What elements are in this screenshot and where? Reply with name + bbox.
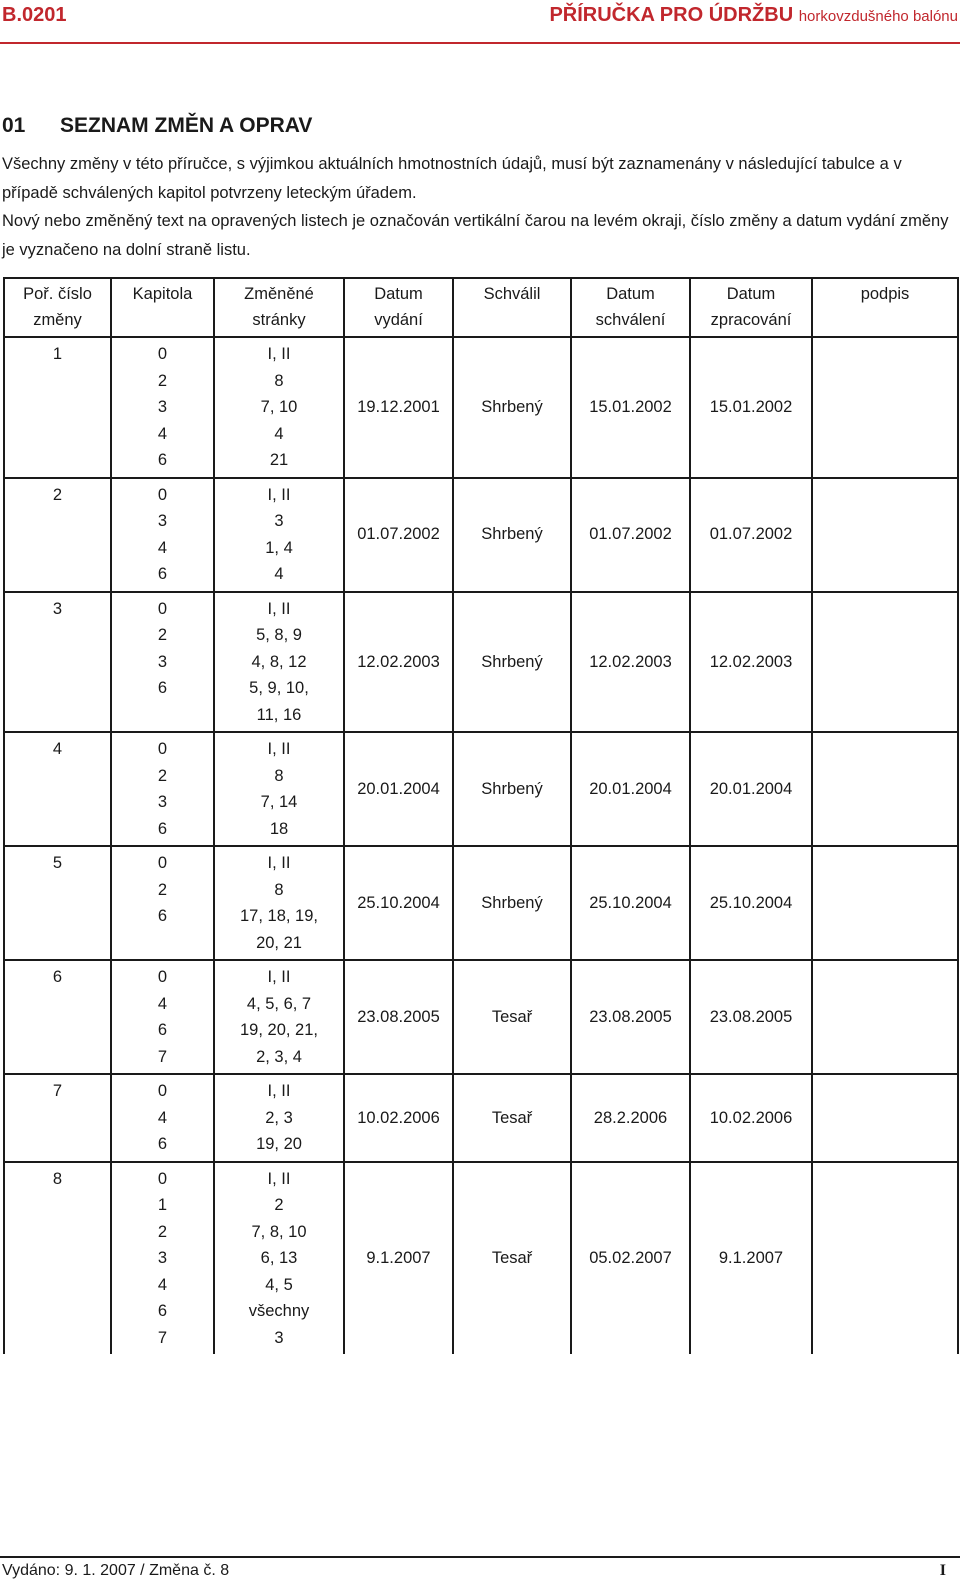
page-header: [0, 0, 960, 46]
header-label: Schválil: [483, 285, 541, 303]
header-label: Změněné: [244, 285, 314, 303]
processing-date: 25.10.2004: [709, 893, 793, 912]
processing-date: 20.01.2004: [709, 779, 793, 798]
issue-date: 12.02.2003: [357, 652, 440, 671]
chapters-cell: [111, 960, 214, 1074]
section-number: 01: [2, 114, 26, 137]
intro-text: [2, 150, 952, 264]
pages-cell: [214, 478, 344, 592]
header-divider: [0, 42, 960, 44]
header-label: Kapitola: [132, 285, 193, 303]
change-number-cell: [4, 337, 111, 478]
approved-by-cell: [453, 1074, 571, 1162]
approval-date: 15.01.2002: [589, 398, 672, 416]
changed-pages: 5, 9, 10,: [249, 679, 309, 697]
header-label: stránky: [252, 311, 306, 329]
approval-date: 25.10.2004: [589, 893, 672, 912]
chapter: 6: [157, 451, 168, 469]
processing-date-cell: [690, 960, 812, 1074]
approval-date-cell: [571, 592, 690, 733]
changed-pages: 4: [274, 565, 284, 583]
signature-cell: [812, 1162, 958, 1355]
issue-date-cell: [344, 337, 453, 478]
chapter: 6: [157, 907, 168, 925]
chapter: 3: [157, 512, 168, 530]
chapter: 0: [157, 968, 168, 986]
chapter: 7: [157, 1328, 168, 1347]
changed-pages: 4, 5, 6, 7: [246, 994, 312, 1013]
approved-by: Shrbený: [481, 779, 543, 798]
changed-pages: 3: [274, 512, 284, 530]
chapters-cell: [111, 478, 214, 592]
chapters-cell: [111, 732, 214, 846]
changed-pages: I, II: [267, 485, 291, 504]
issue-date-cell: [344, 846, 453, 960]
changed-pages: 7, 10: [260, 398, 298, 416]
approval-date-cell: [571, 1074, 690, 1162]
chapter: 6: [157, 819, 168, 838]
issue-date-cell: [344, 960, 453, 1074]
changed-pages: 7, 14: [260, 793, 298, 811]
footer-divider: [0, 1556, 960, 1558]
pages-cell: [214, 1162, 344, 1355]
header-label: schválení: [595, 311, 666, 329]
issue-date: 25.10.2004: [357, 893, 440, 912]
processing-date-cell: [690, 732, 812, 846]
table-row: [4, 1162, 958, 1355]
processing-date-cell: [690, 478, 812, 592]
processing-date: 10.02.2006: [709, 1108, 793, 1127]
change-number-cell: [4, 478, 111, 592]
document-title: [549, 4, 958, 27]
changed-pages: 11, 16: [256, 705, 302, 724]
approved-by: Tesař: [491, 1108, 533, 1127]
header-label: podpis: [860, 285, 910, 303]
chapter: 6: [157, 1021, 168, 1039]
approval-date-cell: [571, 337, 690, 478]
changed-pages: všechny: [248, 1302, 310, 1320]
approval-date: 28.2.2006: [593, 1108, 668, 1127]
changed-pages: 8: [274, 371, 284, 390]
changed-pages: I, II: [267, 854, 291, 872]
signature-cell: [812, 846, 958, 960]
chapter: 2: [157, 766, 168, 785]
approved-by: Shrbený: [481, 398, 543, 416]
header-pages: [214, 278, 344, 337]
header-label: Datum: [374, 285, 423, 303]
changed-pages: I, II: [267, 740, 291, 758]
header-number: [4, 278, 111, 337]
change-number: 3: [52, 599, 63, 618]
chapter: 0: [157, 854, 168, 872]
changed-pages: 18: [269, 819, 289, 838]
header-signature: [812, 278, 958, 337]
changed-pages: 19, 20, 21,: [240, 1021, 318, 1039]
change-number: 1: [52, 345, 63, 363]
chapter: 1: [157, 1196, 168, 1214]
table-row: [4, 732, 958, 846]
issue-date: 9.1.2007: [366, 1249, 431, 1267]
changed-pages: 4: [274, 424, 284, 443]
approved-by: Shrbený: [481, 893, 543, 912]
chapter: 4: [157, 424, 168, 443]
change-number: 2: [52, 485, 63, 504]
approved-by: Tesař: [491, 1007, 533, 1026]
approved-by-cell: [453, 960, 571, 1074]
chapter: 0: [157, 345, 168, 363]
chapter: 6: [157, 1302, 168, 1320]
processing-date: 23.08.2005: [709, 1007, 793, 1026]
approved-by: Shrbený: [481, 652, 543, 671]
change-number-cell: [4, 592, 111, 733]
chapter: 0: [157, 1082, 168, 1100]
chapter: 2: [157, 371, 168, 390]
processing-date: 15.01.2002: [709, 398, 793, 416]
chapters-cell: [111, 1074, 214, 1162]
signature-cell: [812, 960, 958, 1074]
header-label: zpracování: [710, 311, 792, 329]
approval-date-cell: [571, 732, 690, 846]
approval-date: 05.02.2007: [589, 1249, 672, 1267]
chapters-cell: [111, 592, 214, 733]
approval-date: 20.01.2004: [589, 779, 672, 798]
changed-pages: 5, 8, 9: [256, 626, 302, 644]
pages-cell: [214, 846, 344, 960]
chapter: 0: [157, 740, 168, 758]
approval-date: 01.07.2002: [589, 525, 672, 544]
section-heading: [2, 114, 312, 138]
table-row: [4, 478, 958, 592]
change-number-cell: [4, 732, 111, 846]
changed-pages: 2: [274, 1196, 284, 1214]
header-approved-date: [571, 278, 690, 337]
chapters-cell: [111, 337, 214, 478]
approved-by: Shrbený: [481, 525, 543, 544]
changed-pages: I, II: [267, 599, 291, 618]
changed-pages: 6, 13: [260, 1249, 298, 1267]
change-number-cell: [4, 846, 111, 960]
table-row: [4, 960, 958, 1074]
changed-pages: 3: [274, 1328, 284, 1347]
intro-paragraph: Nový nebo změněný text na opravených listech je označován vertikální čarou na levém okraji, číslo změny a datum vydání změny je vyznačeno na dolní straně listu.: [2, 212, 949, 259]
change-number: 6: [52, 968, 63, 986]
issue-date: 20.01.2004: [357, 779, 440, 798]
chapter: 4: [157, 538, 168, 557]
pages-cell: [214, 1074, 344, 1162]
chapter: 6: [157, 679, 168, 697]
approval-date: 12.02.2003: [589, 652, 672, 671]
change-number-cell: [4, 1162, 111, 1355]
chapter: 6: [157, 1135, 168, 1153]
chapter: 7: [157, 1047, 168, 1066]
chapter: 4: [157, 1275, 168, 1294]
processing-date-cell: [690, 592, 812, 733]
changed-pages: I, II: [267, 345, 291, 363]
chapter: 0: [157, 1169, 168, 1188]
changed-pages: 2, 3, 4: [256, 1047, 302, 1066]
chapter: 0: [157, 485, 168, 504]
processing-date-cell: [690, 1074, 812, 1162]
chapter: 0: [157, 599, 168, 618]
pages-cell: [214, 337, 344, 478]
approved-by-cell: [453, 592, 571, 733]
page-number: I: [939, 1562, 946, 1579]
table-row: [4, 1074, 958, 1162]
signature-cell: [812, 1074, 958, 1162]
changed-pages: 8: [274, 880, 284, 899]
section-title: SEZNAM ZMĚN A OPRAV: [60, 114, 313, 137]
pages-cell: [214, 732, 344, 846]
change-number: 7: [52, 1082, 63, 1100]
processing-date-cell: [690, 1162, 812, 1355]
header-issued: [344, 278, 453, 337]
intro-paragraph: Všechny změny v této příručce, s výjimkou aktuálních hmotnostních údajů, musí být zaznamenány v následující tabulce a v případě schválených kapitol potvrzeny leteckým úřadem.: [2, 155, 902, 202]
table-row: [4, 846, 958, 960]
changed-pages: 20, 21: [256, 933, 302, 952]
signature-cell: [812, 337, 958, 478]
issue-date: 01.07.2002: [357, 525, 440, 544]
issue-date: 23.08.2005: [357, 1007, 440, 1026]
chapter: 3: [157, 652, 168, 671]
header-label: změny: [33, 311, 82, 329]
approved-by-cell: [453, 337, 571, 478]
changed-pages: I, II: [267, 968, 291, 986]
footer-issue: Vydáno: 9. 1. 2007 / Změna č. 8: [2, 1562, 230, 1579]
signature-cell: [812, 592, 958, 733]
approved-by-cell: [453, 478, 571, 592]
issue-date-cell: [344, 1162, 453, 1355]
header-approved-by: [453, 278, 571, 337]
processing-date: 9.1.2007: [718, 1249, 784, 1267]
approval-date-cell: [571, 478, 690, 592]
processing-date-cell: [690, 846, 812, 960]
document-title-main: PŘÍRUČKA PRO ÚDRŽBU: [549, 4, 794, 26]
header-label: Datum: [726, 285, 776, 303]
processing-date: 01.07.2002: [709, 525, 793, 544]
changed-pages: 1, 4: [265, 538, 293, 557]
chapter: 4: [157, 1108, 168, 1127]
change-number: 5: [52, 854, 63, 872]
approval-date-cell: [571, 846, 690, 960]
changed-pages: 8: [274, 766, 284, 785]
document-code: B.0201: [2, 4, 67, 26]
approved-by-cell: [453, 732, 571, 846]
header-label: vydání: [374, 311, 423, 329]
header-chapter: [111, 278, 214, 337]
approval-date-cell: [571, 960, 690, 1074]
issue-date: 19.12.2001: [357, 398, 440, 416]
changed-pages: 19, 20: [256, 1135, 302, 1153]
issue-date-cell: [344, 592, 453, 733]
processing-date-cell: [690, 337, 812, 478]
chapter: 3: [157, 793, 168, 811]
pages-cell: [214, 960, 344, 1074]
chapter: 2: [157, 1222, 168, 1241]
approved-by-cell: [453, 1162, 571, 1355]
approved-by-cell: [453, 846, 571, 960]
approved-by: Tesař: [491, 1249, 533, 1267]
signature-cell: [812, 732, 958, 846]
pages-cell: [214, 592, 344, 733]
chapters-cell: [111, 1162, 214, 1355]
header-label: Datum: [606, 285, 655, 303]
issue-date-cell: [344, 732, 453, 846]
header-processed-date: [690, 278, 812, 337]
issue-date: 10.02.2006: [357, 1108, 440, 1127]
document-subtitle: horkovzdušného balónu: [798, 8, 958, 25]
chapter: 4: [157, 994, 168, 1013]
approval-date: 23.08.2005: [589, 1007, 672, 1026]
changed-pages: 7, 8, 10: [251, 1222, 307, 1241]
changed-pages: 4, 5: [265, 1275, 293, 1294]
changed-pages: 4, 8, 12: [251, 652, 307, 671]
changed-pages: 2, 3: [265, 1108, 293, 1127]
change-number: 4: [52, 740, 63, 758]
chapter: 2: [157, 626, 168, 644]
issue-date-cell: [344, 1074, 453, 1162]
signature-cell: [812, 478, 958, 592]
issue-date-cell: [344, 478, 453, 592]
table-row: [4, 337, 958, 478]
change-number-cell: [4, 960, 111, 1074]
chapter: 3: [157, 1249, 168, 1267]
changed-pages: I, II: [267, 1169, 291, 1188]
changed-pages: I, II: [267, 1082, 291, 1100]
changed-pages: 21: [269, 451, 289, 469]
table-header-row: [4, 278, 958, 337]
chapter: 3: [157, 398, 168, 416]
chapters-cell: [111, 846, 214, 960]
approval-date-cell: [571, 1162, 690, 1355]
change-number-cell: [4, 1074, 111, 1162]
chapter: 6: [157, 565, 168, 583]
changed-pages: 17, 18, 19,: [240, 907, 318, 925]
table-row: [4, 592, 958, 733]
change-number: 8: [52, 1169, 63, 1188]
changes-table: [3, 277, 959, 1354]
chapter: 2: [157, 880, 168, 899]
header-label: Poř. číslo: [23, 285, 92, 303]
processing-date: 12.02.2003: [709, 652, 793, 671]
